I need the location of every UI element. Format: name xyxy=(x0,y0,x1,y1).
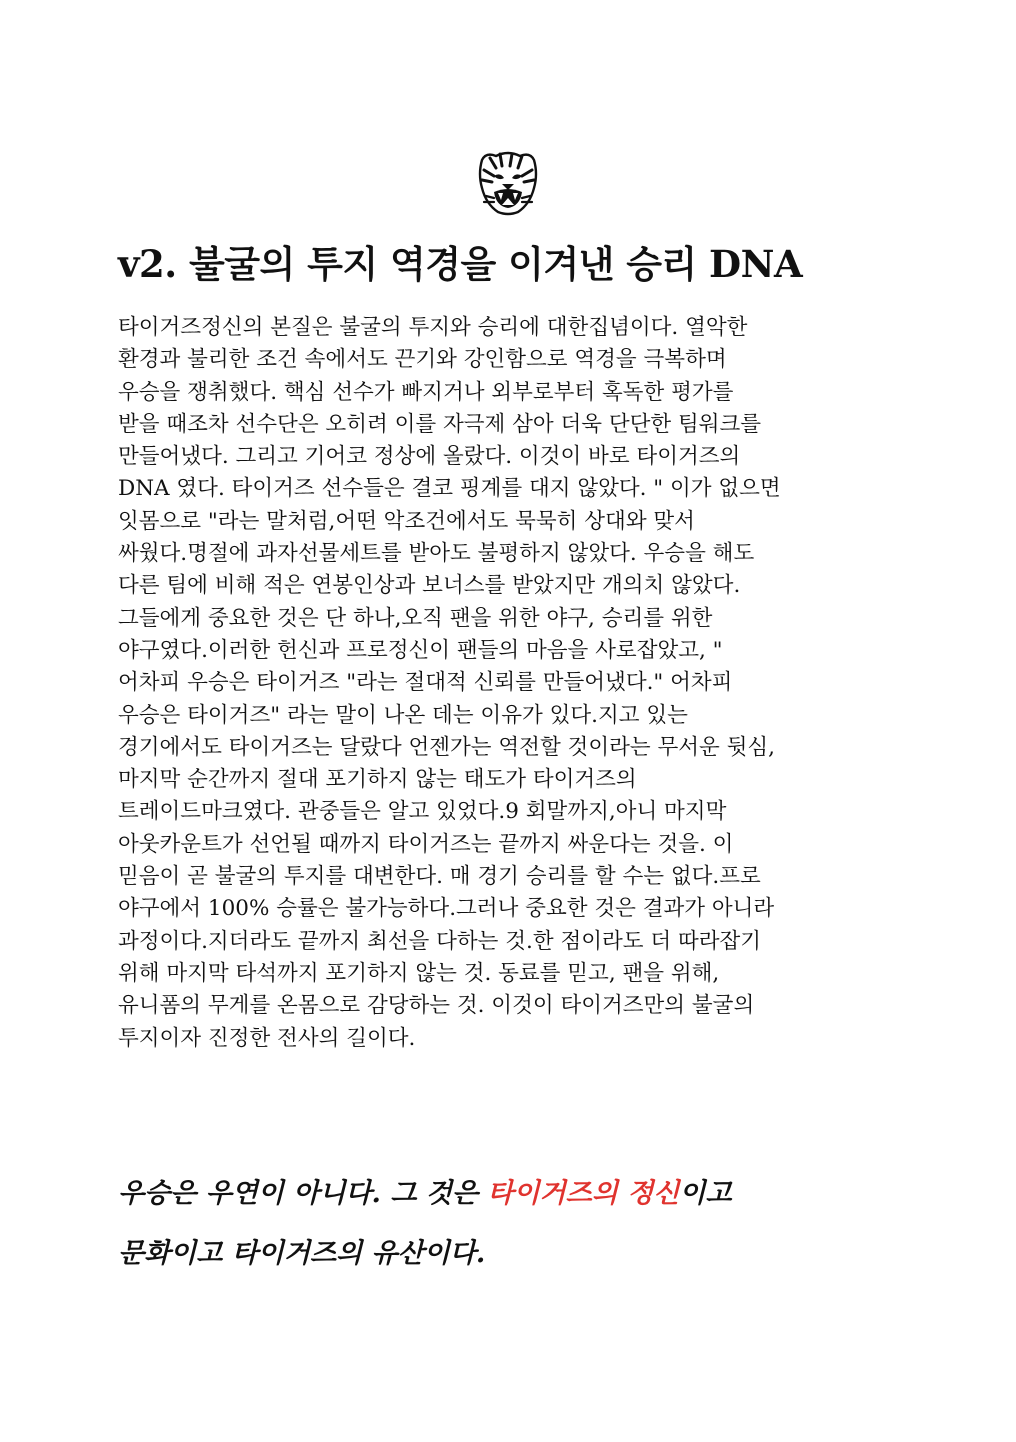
closing-text: 이고 xyxy=(679,1178,732,1209)
paragraph-line: 유니폼의 무게를 온몸으로 감당하는 것. 이것이 타이거즈만의 불굴의 xyxy=(118,993,755,1019)
paragraph-line: 환경과 불리한 조건 속에서도 끈기와 강인함으로 역경을 극복하며 xyxy=(118,347,727,373)
closing-statement xyxy=(118,1164,918,1284)
paragraph-line: 그들에게 중요한 것은 단 하나,오직 팬을 위한 야구, 승리를 위한 xyxy=(118,605,713,631)
paragraph-line: 마지막 순간까지 절대 포기하지 않는 태도가 타이거즈의 xyxy=(118,767,637,793)
closing-line-2: 문화이고 타이거즈의 유산이다. xyxy=(118,1238,486,1269)
paragraph-line: 만들어냈다. 그리고 기어코 정상에 올랐다. 이것이 바로 타이거즈의 xyxy=(118,444,741,470)
paragraph-line: 야구였다.이러한 헌신과 프로정신이 팬들의 마음을 사로잡았고, " xyxy=(118,637,723,663)
paragraph-line: 우승은 타이거즈" 라는 말이 나온 데는 이유가 있다.지고 있는 xyxy=(118,702,688,728)
body-paragraph xyxy=(118,312,908,1055)
closing-text: 우승은 우연이 아니다. 그 것은 xyxy=(118,1178,488,1209)
paragraph-line: 트레이드마크였다. 관중들은 알고 있었다.9 회말까지,아니 마지막 xyxy=(118,799,727,825)
highlight-text: 타이거즈의 정신 xyxy=(487,1178,680,1209)
paragraph-line: DNA 였다. 타이거즈 선수들은 결코 핑계를 대지 않았다. " 이가 없으면 xyxy=(118,476,781,502)
closing-line-1 xyxy=(118,1164,918,1224)
paragraph-line: 어차피 우승은 타이거즈 "라는 절대적 신뢰를 만들어냈다." 어차피 xyxy=(118,670,733,696)
paragraph-line: 잇몸으로 "라는 말처럼,어떤 악조건에서도 묵묵히 상대와 맞서 xyxy=(118,508,695,534)
paragraph-line: 야구에서 100% 승률은 불가능하다.그러나 중요한 것은 결과가 아니라 xyxy=(118,896,775,922)
paragraph-line: 투지이자 진정한 전사의 길이다. xyxy=(118,1025,416,1051)
tiger-head-icon xyxy=(472,146,544,218)
paragraph-line: 싸웠다.명절에 과자선물세트를 받아도 불평하지 않았다. 우승을 해도 xyxy=(118,541,755,567)
page-title: v2. 불굴의 투지 역경을 이겨낸 승리 DNA xyxy=(118,242,803,286)
paragraph-line: 우승을 쟁취했다. 핵심 선수가 빠지거나 외부로부터 혹독한 평가를 xyxy=(118,379,734,405)
paragraph-line: 경기에서도 타이거즈는 달랐다 언젠가는 역전할 것이라는 무서운 뒷심, xyxy=(118,734,775,760)
paragraph-line: 위해 마지막 타석까지 포기하지 않는 것. 동료를 믿고, 팬을 위해, xyxy=(118,960,720,986)
paragraph-line: 과정이다.지더라도 끝까지 최선을 다하는 것.한 점이라도 더 따라잡기 xyxy=(118,928,762,954)
paragraph-line: 받을 때조차 선수단은 오히려 이를 자극제 삼아 더욱 단단한 팀워크를 xyxy=(118,411,762,437)
paragraph-line: 타이거즈정신의 본질은 불굴의 투지와 승리에 대한집념이다. 열악한 xyxy=(118,315,748,340)
paragraph-line: 믿음이 곧 불굴의 투지를 대변한다. 매 경기 승리를 할 수는 없다.프로 xyxy=(118,864,761,890)
paragraph-line: 다른 팀에 비해 적은 연봉인상과 보너스를 받았지만 개의치 않았다. xyxy=(118,573,741,599)
paragraph-line: 아웃카운트가 선언될 때까지 타이거즈는 끝까지 싸운다는 것을. 이 xyxy=(118,831,734,857)
